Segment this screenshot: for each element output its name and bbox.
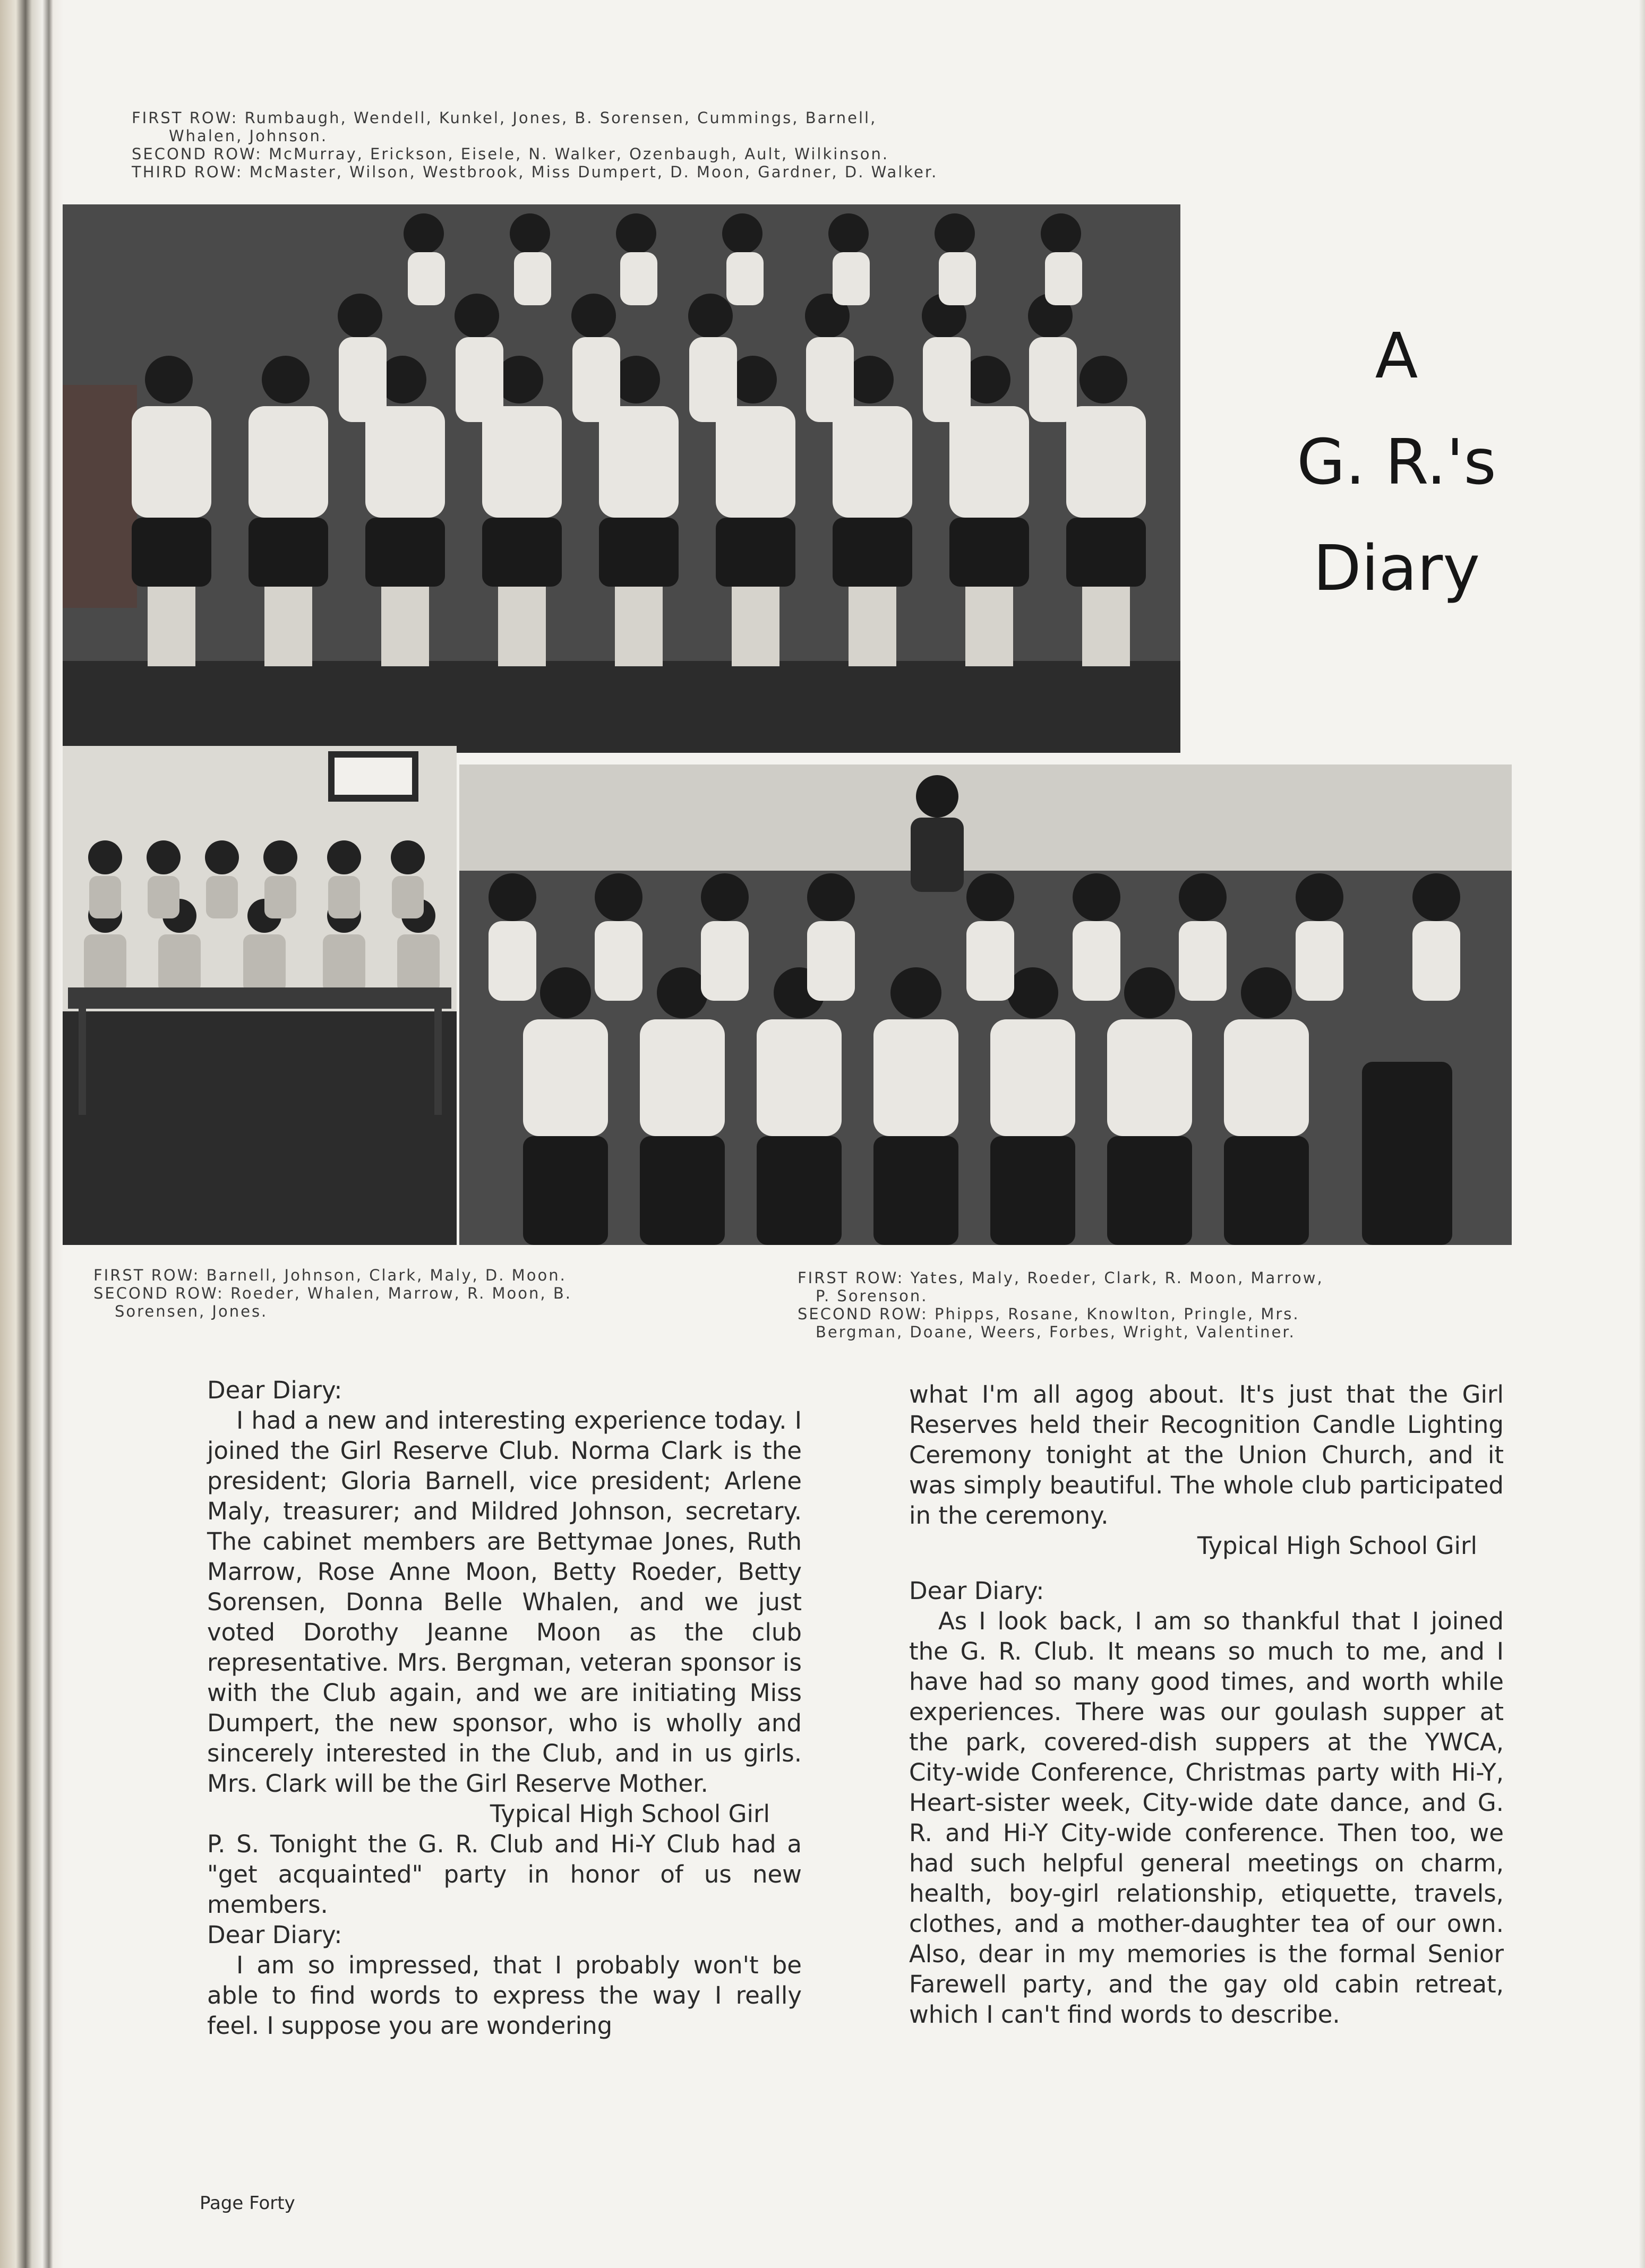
left-photo-caption xyxy=(93,1266,757,1320)
top-caption-first-row-cont: Whalen, Johnson. xyxy=(169,127,328,145)
diary-entry-1: I had a new and interesting experience today. I joined the Girl Reserve Club. Norma Clark is the president; Gloria Barnell, vice president; Arlene Maly, treasurer; and Mildred Johnson, secretary. The cabinet members are Bettymae Jones, Ruth Marrow, Rose Anne Moon, Betty Roeder, Betty Sorensen, Donna Belle Whalen, and we just voted Dorothy Jeanne Moon as the club representative. Mrs. Bergman, veteran sponsor is with the Club again, and we are initiating Miss Dumpert, the new sponsor, who is wholly and sincerely interested in the Club, and in us girls. Mrs. Clark will be the Girl Reserve Mother. xyxy=(207,1406,802,1798)
cabinet-photo xyxy=(63,746,457,1245)
title-line-3: Diary xyxy=(1313,531,1480,605)
page-title xyxy=(1264,303,1529,621)
right-caption-first-row-cont: P. Sorenson. xyxy=(816,1287,928,1305)
top-caption-first-row: FIRST ROW: Rumbaugh, Wendell, Kunkel, Jones, B. Sorensen, Cummings, Barnell, xyxy=(132,109,877,127)
right-caption-second-row: SECOND ROW: Phipps, Rosane, Knowlton, Pringle, Mrs. xyxy=(798,1305,1300,1323)
right-caption-first-row: FIRST ROW: Yates, Maly, Roeder, Clark, R. Moon, Marrow, xyxy=(798,1269,1324,1287)
left-caption-first-row: FIRST ROW: Barnell, Johnson, Clark, Maly, D. Moon. xyxy=(93,1266,567,1284)
diary-column-right xyxy=(909,1379,1504,2030)
book-binding xyxy=(0,0,64,2268)
signature-2: Typical High School Girl xyxy=(1197,1532,1477,1560)
salutation-3: Dear Diary: xyxy=(909,1577,1044,1605)
title-line-2: G. R.'s xyxy=(1297,425,1496,499)
right-caption-second-row-cont: Bergman, Doane, Weers, Forbes, Wright, Valentiner. xyxy=(816,1323,1296,1341)
diary-entry-2-start: I am so impressed, that I probably won't be able to find words to express the way I really feel. I suppose you are wondering xyxy=(207,1951,802,2040)
page-number: Page Forty xyxy=(200,2193,295,2214)
page-edge xyxy=(1639,0,1645,2268)
diary-entry-3: As I look back, I am so thankful that I joined the G. R. Club. It means so much to me, and I have had so many good times, and worth while experiences. There was our goulash supper at the park, covered-dish suppers at the YWCA, City-wide Conference, Christmas party with Hi-Y, Heart-sister week, City-wide date dance, and G. R. and Hi-Y City-wide conference. Then too, we had such helpful general meetings on charm, health, boy-girl relationship, etiquette, travels, clothes, and a mother-daughter tea of our own. Also, dear in my memories is the formal Senior Farewell party, and the gay old cabin retreat, which I can't find words to describe. xyxy=(909,1607,1504,2029)
signature-1: Typical High School Girl xyxy=(490,1800,770,1828)
top-caption-third-row: THIRD ROW: McMaster, Wilson, Westbrook, Miss Dumpert, D. Moon, Gardner, D. Walker. xyxy=(132,163,938,181)
top-caption-second-row: SECOND ROW: McMurray, Erickson, Eisele, N. Walker, Ozenbaugh, Ault, Wilkinson. xyxy=(132,145,889,163)
salutation-2: Dear Diary: xyxy=(207,1921,342,1949)
title-line-1: A xyxy=(1375,319,1418,392)
diary-entry-2-end: what I'm all agog about. It's just that the Girl Reserves held their Recognition Candle Lighting Ceremony tonight at the Union Church, and it was simply beautiful. The whole club participated in the ceremony. xyxy=(909,1380,1504,1530)
left-caption-second-row: SECOND ROW: Roeder, Whalen, Marrow, R. Moon, B. xyxy=(93,1284,572,1302)
salutation-1: Dear Diary: xyxy=(207,1376,342,1404)
group-photo-top xyxy=(63,204,1180,753)
postscript: P. S. Tonight the G. R. Club and Hi-Y Club had a "get acquainted" party in honor of us new members. xyxy=(207,1830,802,1919)
group-photo-bottom xyxy=(459,764,1512,1245)
diary-column-left xyxy=(207,1375,802,2041)
right-photo-caption xyxy=(798,1269,1514,1341)
left-caption-second-row-cont: Sorensen, Jones. xyxy=(115,1302,268,1320)
top-photo-caption xyxy=(132,109,1087,181)
